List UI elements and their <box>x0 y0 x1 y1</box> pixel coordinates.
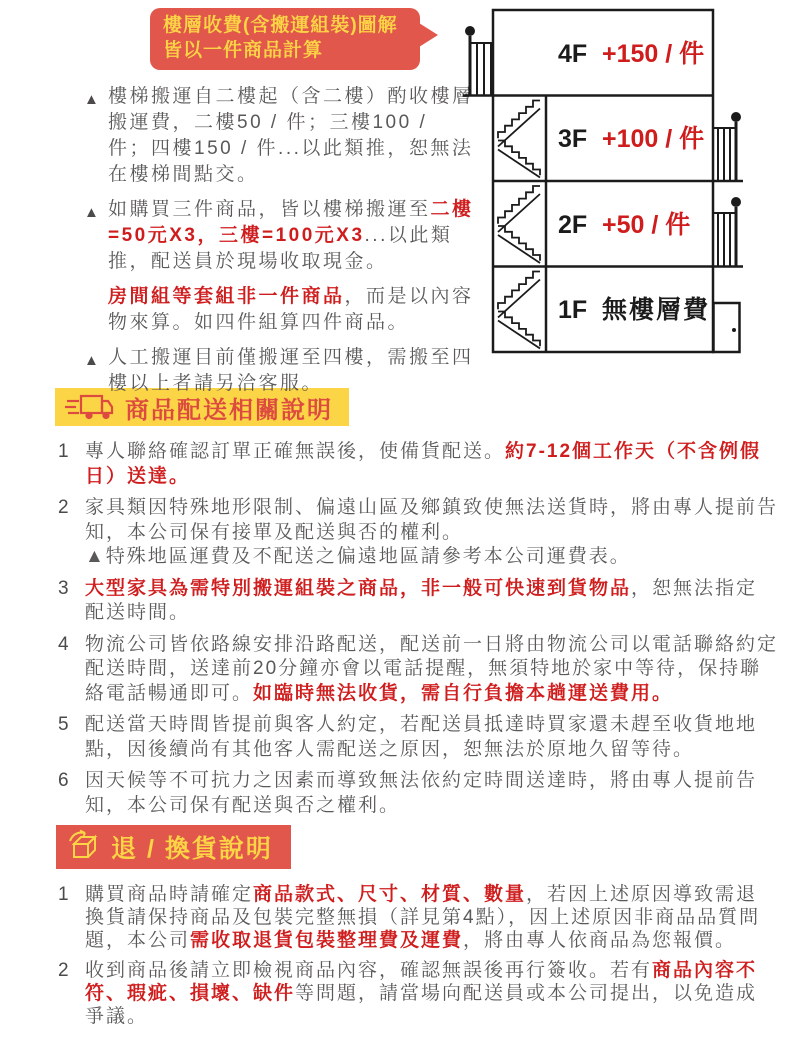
item-number: 2 <box>58 497 69 518</box>
item-number: 3 <box>58 577 69 599</box>
floor-fee-1f: 無樓層費 <box>602 296 711 324</box>
triangle-marker: ▲ <box>84 352 99 369</box>
item-subnote: ▲特殊地區運費及不配送之偏遠地區請參考本公司運費表。 <box>85 546 631 567</box>
list-item <box>58 959 778 1028</box>
floor-label-4f: 4F <box>558 40 588 68</box>
railing-icon <box>713 197 741 267</box>
item-text: 房間組等套組非一件商品，而是以內容物來算。如四件組算四件商品。 <box>108 286 474 333</box>
item-text: 收到商品後請立即檢視商品內容，確認無誤後再行簽收。若有商品內容不符、瑕疵、損壞、缺件等問題，請當場向配送員或本公司提出，以免造成爭議。 <box>85 960 758 1027</box>
stairs-icon <box>498 186 540 263</box>
floor-fee-2f: +50 / 件 <box>602 211 691 239</box>
stairs-icon <box>498 272 540 349</box>
delivery-notes-list <box>58 440 778 818</box>
triangle-marker: ▲ <box>84 204 99 221</box>
item-number: 5 <box>58 714 69 735</box>
door-icon <box>714 303 740 352</box>
item-text: 大型家具為需特別搬運組裝之商品，非一般可快速到貨物品，恕無法指定配送時間。 <box>85 577 758 623</box>
item-text: 因天候等不可抗力之因素而導致無法依約定時間送達時，將由專人提前告知，本公司保有配送與否之權利。 <box>85 770 758 816</box>
railing-icon <box>713 112 741 181</box>
item-number: 1 <box>58 884 69 905</box>
floor-fee-4f: +150 / 件 <box>602 40 705 68</box>
item-number: 2 <box>58 960 69 981</box>
floor-fee-section <box>0 0 800 394</box>
triangle-marker <box>84 284 108 336</box>
floor-fee-callout <box>150 8 420 70</box>
building-diagram <box>450 0 800 362</box>
list-item <box>58 769 778 818</box>
triangle-marker: ▲ <box>84 91 99 108</box>
returns-notes-list <box>58 883 778 1028</box>
returns-section-header <box>56 825 291 869</box>
floor-label-2f: 2F <box>558 211 588 239</box>
note-item <box>84 197 476 275</box>
package-icon <box>66 829 102 865</box>
item-text: 物流公司皆依路線安排沿路配送，配送前一日將由物流公司以電話聯絡約定配送時間，送達前20分鐘亦會以電話提醒，無須特地於家中等待，保持聯絡電話暢通即可。如臨時無法收貨，需自行負擔本趟運送費用。 <box>85 633 779 704</box>
delivery-section-title: 商品配送相關說明 <box>125 396 333 424</box>
list-item <box>58 577 778 626</box>
callout-line1: 樓層收費(含搬運組裝)圖解 <box>163 15 398 36</box>
floor-label-3f: 3F <box>558 125 588 153</box>
item-text: 專人聯絡確認訂單正確無誤後，使備貨配送。約7-12個工作天（不含例假日）送達。 <box>85 441 762 487</box>
note-item <box>84 84 476 188</box>
item-text: 如購買三件商品，皆以樓梯搬運至二樓=50元X3，三樓=100元X3...以此類推，配送員於現場收取現金。 <box>108 199 474 272</box>
item-text: 樓梯搬運自二樓起（含二樓）酌收樓層搬運費，二樓50 / 件；三樓100 / 件；四樓150 / 件...以此類推，恕無法在樓梯間點交。 <box>108 86 474 185</box>
note-item <box>84 284 476 336</box>
item-text: 購買商品時請確定商品款式、尺寸、材質、數量，若因上述原因導致需退換貨請保持商品及包裝完整無損（詳見第4點），因上述原因非商品品質問題，本公司需收取退貨包裝整理費及運費，將由專人依商品為您報價。 <box>85 884 761 951</box>
list-item <box>58 633 778 707</box>
item-text: 人工搬運目前僅搬運至四樓，需搬至四樓以上者請另洽客服。 <box>108 347 474 394</box>
floor-label-1f: 1F <box>558 296 588 324</box>
item-text: 配送當天時間皆提前與客人約定，若配送員抵達時買家還未趕至收貨地地點，因後續尚有其他客人需配送之原因，恕無法於原地久留等待。 <box>85 714 758 760</box>
stairs-icon <box>498 101 540 178</box>
railing-icon <box>465 26 493 96</box>
item-number: 1 <box>58 441 69 462</box>
item-text: 家具類因特殊地形限制、偏遠山區及鄉鎮致使無法送貨時，將由專人提前告知，本公司保有接單及配送與否的權利。 ▲特殊地區運費及不配送之偏遠地區請參考本公司運費表。 <box>85 496 778 570</box>
floor-fee-notes <box>84 84 476 406</box>
list-item <box>58 440 778 489</box>
returns-section-title: 退 / 換貨說明 <box>111 835 273 863</box>
list-item <box>58 713 778 762</box>
callout-line2: 皆以一件商品計算 <box>163 40 324 61</box>
floor-fee-3f: +100 / 件 <box>602 125 705 153</box>
list-item <box>58 496 778 570</box>
callout-arrow-icon <box>419 23 438 47</box>
item-number: 4 <box>58 633 69 655</box>
item-number: 6 <box>58 770 69 791</box>
list-item <box>58 883 778 952</box>
note-item <box>84 345 476 397</box>
